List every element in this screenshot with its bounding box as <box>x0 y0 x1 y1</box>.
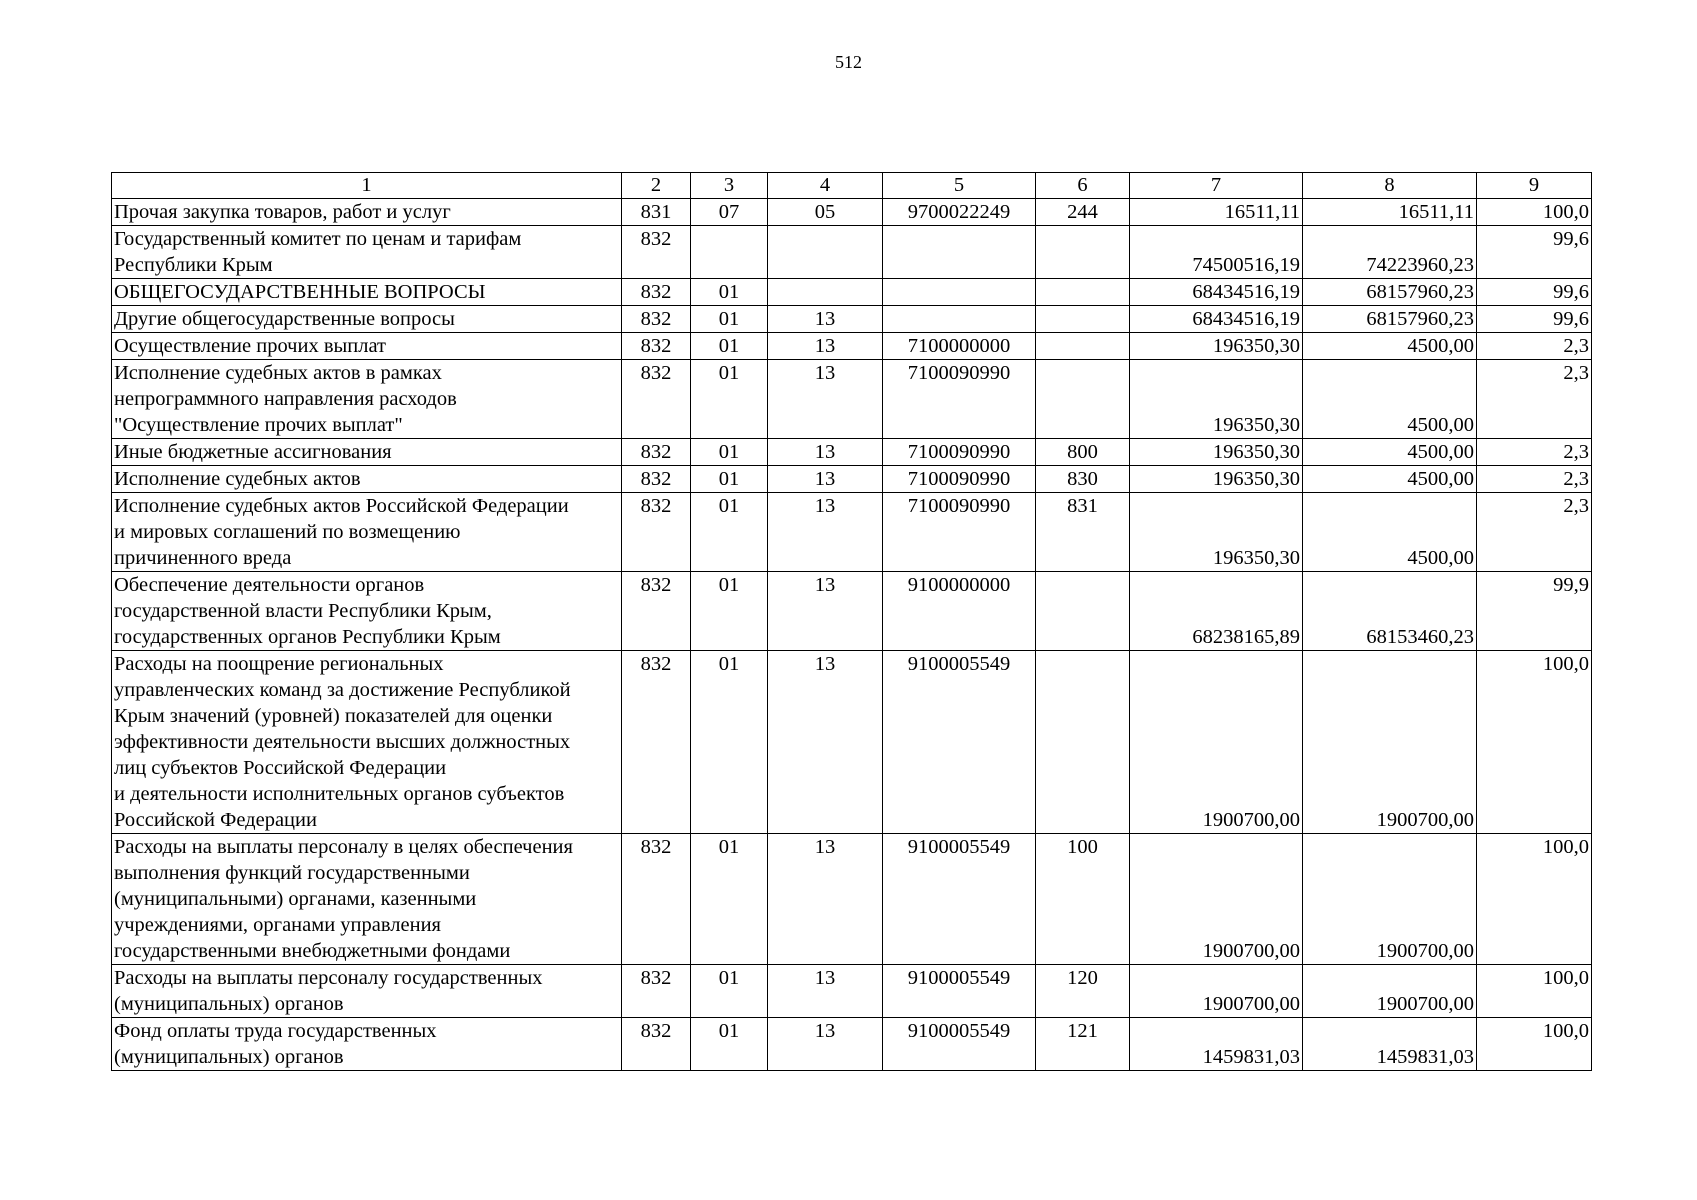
execution-percent-cell: 2,3 <box>1477 333 1592 360</box>
expense-name-cell <box>112 834 622 965</box>
column-number: 9 <box>1477 173 1592 199</box>
planned-amount-cell: 196350,30 <box>1130 466 1303 493</box>
executed-amount-cell: 4500,00 <box>1303 333 1477 360</box>
execution-percent-cell: 2,3 <box>1477 493 1592 572</box>
code-expense-type-cell: 830 <box>1036 466 1130 493</box>
code-subsection-cell <box>768 226 883 279</box>
column-number: 5 <box>883 173 1036 199</box>
table-row <box>112 572 1592 651</box>
execution-percent-cell: 100,0 <box>1477 965 1592 1018</box>
code-grbs-cell: 832 <box>622 572 691 651</box>
expense-name-cell <box>112 306 622 333</box>
executed-amount-cell: 68157960,23 <box>1303 306 1477 333</box>
code-target-item-cell <box>883 306 1036 333</box>
expense-name-line: государственными внебюджетными фондами <box>114 940 511 962</box>
expense-name-line: выполнения функций государственными <box>114 862 470 884</box>
code-target-item-cell: 9700022249 <box>883 199 1036 226</box>
code-expense-type-cell <box>1036 306 1130 333</box>
column-number: 6 <box>1036 173 1130 199</box>
column-number: 7 <box>1130 173 1303 199</box>
executed-amount-cell: 4500,00 <box>1303 439 1477 466</box>
expense-name-line: ОБЩЕГОСУДАРСТВЕННЫЕ ВОПРОСЫ <box>114 281 486 303</box>
code-target-item-cell: 9100005549 <box>883 965 1036 1018</box>
column-number: 2 <box>622 173 691 199</box>
code-subsection-cell: 13 <box>768 834 883 965</box>
table-row <box>112 651 1592 834</box>
execution-percent-cell: 99,6 <box>1477 226 1592 279</box>
table-row <box>112 965 1592 1018</box>
code-target-item-cell: 9100005549 <box>883 651 1036 834</box>
code-grbs-cell: 832 <box>622 965 691 1018</box>
code-section-cell: 01 <box>691 834 768 965</box>
execution-percent-cell: 100,0 <box>1477 834 1592 965</box>
code-subsection-cell: 13 <box>768 333 883 360</box>
column-number-row <box>112 173 1592 199</box>
execution-percent-cell: 100,0 <box>1477 199 1592 226</box>
planned-amount-cell: 68238165,89 <box>1130 572 1303 651</box>
execution-percent-cell: 2,3 <box>1477 439 1592 466</box>
code-expense-type-cell: 244 <box>1036 199 1130 226</box>
column-number: 3 <box>691 173 768 199</box>
code-grbs-cell: 832 <box>622 279 691 306</box>
code-expense-type-cell <box>1036 226 1130 279</box>
executed-amount-cell: 68157960,23 <box>1303 279 1477 306</box>
code-grbs-cell: 832 <box>622 333 691 360</box>
column-number: 1 <box>112 173 622 199</box>
executed-amount-cell: 74223960,23 <box>1303 226 1477 279</box>
expense-name-cell <box>112 965 622 1018</box>
expense-name-cell <box>112 651 622 834</box>
executed-amount-cell: 1900700,00 <box>1303 651 1477 834</box>
table-row <box>112 834 1592 965</box>
executed-amount-cell: 1459831,03 <box>1303 1018 1477 1071</box>
table-row <box>112 466 1592 493</box>
planned-amount-cell: 74500516,19 <box>1130 226 1303 279</box>
code-section-cell: 01 <box>691 466 768 493</box>
expense-name-line: причиненного вреда <box>114 547 292 569</box>
execution-percent-cell: 2,3 <box>1477 360 1592 439</box>
code-target-item-cell: 7100000000 <box>883 333 1036 360</box>
expense-name-line: Исполнение судебных актов в рамках <box>114 362 442 384</box>
code-grbs-cell: 832 <box>622 651 691 834</box>
expense-name-line: Крым значений (уровней) показателей для оценки <box>114 705 553 727</box>
code-section-cell: 01 <box>691 360 768 439</box>
planned-amount-cell: 1900700,00 <box>1130 965 1303 1018</box>
expense-name-cell <box>112 279 622 306</box>
expense-name-line: Иные бюджетные ассигнования <box>114 441 392 463</box>
executed-amount-cell: 68153460,23 <box>1303 572 1477 651</box>
executed-amount-cell: 4500,00 <box>1303 493 1477 572</box>
code-target-item-cell: 7100090990 <box>883 439 1036 466</box>
expense-name-cell <box>112 226 622 279</box>
expense-name-line: эффективности деятельности высших должностных <box>114 731 571 753</box>
code-expense-type-cell: 121 <box>1036 1018 1130 1071</box>
code-expense-type-cell: 120 <box>1036 965 1130 1018</box>
expense-name-line: лиц субъектов Российской Федерации <box>114 757 447 779</box>
code-subsection-cell: 05 <box>768 199 883 226</box>
executed-amount-cell: 16511,11 <box>1303 199 1477 226</box>
expense-name-cell <box>112 466 622 493</box>
code-grbs-cell: 831 <box>622 199 691 226</box>
expense-name-line: Прочая закупка товаров, работ и услуг <box>114 201 451 223</box>
expense-name-line: управленческих команд за достижение Республикой <box>114 679 571 701</box>
code-expense-type-cell: 831 <box>1036 493 1130 572</box>
execution-percent-cell: 99,6 <box>1477 306 1592 333</box>
code-section-cell: 01 <box>691 333 768 360</box>
code-subsection-cell: 13 <box>768 572 883 651</box>
code-target-item-cell: 7100090990 <box>883 466 1036 493</box>
planned-amount-cell: 196350,30 <box>1130 333 1303 360</box>
expense-name-cell <box>112 439 622 466</box>
expense-name-cell <box>112 493 622 572</box>
table-row <box>112 493 1592 572</box>
code-expense-type-cell <box>1036 572 1130 651</box>
column-number: 4 <box>768 173 883 199</box>
expense-name-line: Другие общегосударственные вопросы <box>114 308 455 330</box>
expense-name-line: Исполнение судебных актов <box>114 468 361 490</box>
planned-amount-cell: 68434516,19 <box>1130 306 1303 333</box>
code-grbs-cell: 832 <box>622 834 691 965</box>
execution-percent-cell: 2,3 <box>1477 466 1592 493</box>
code-expense-type-cell <box>1036 279 1130 306</box>
table-row <box>112 306 1592 333</box>
planned-amount-cell: 68434516,19 <box>1130 279 1303 306</box>
expense-name-cell <box>112 360 622 439</box>
planned-amount-cell: 1900700,00 <box>1130 834 1303 965</box>
expense-name-line: (муниципальными) органами, казенными <box>114 888 477 910</box>
planned-amount-cell: 196350,30 <box>1130 439 1303 466</box>
column-number: 8 <box>1303 173 1477 199</box>
table-row <box>112 439 1592 466</box>
expense-name-line: (муниципальных) органов <box>114 1046 344 1068</box>
planned-amount-cell: 196350,30 <box>1130 360 1303 439</box>
code-expense-type-cell: 800 <box>1036 439 1130 466</box>
code-subsection-cell: 13 <box>768 493 883 572</box>
expense-name-line: (муниципальных) органов <box>114 993 344 1015</box>
code-grbs-cell: 832 <box>622 466 691 493</box>
execution-percent-cell: 99,9 <box>1477 572 1592 651</box>
table-row <box>112 226 1592 279</box>
expense-name-line: Расходы на выплаты персоналу в целях обеспечения <box>114 836 573 858</box>
code-subsection-cell: 13 <box>768 439 883 466</box>
code-section-cell: 07 <box>691 199 768 226</box>
planned-amount-cell: 1459831,03 <box>1130 1018 1303 1071</box>
expense-name-line: Расходы на поощрение региональных <box>114 653 444 675</box>
code-expense-type-cell <box>1036 360 1130 439</box>
table-row <box>112 199 1592 226</box>
expense-name-line: государственной власти Республики Крым, <box>114 600 492 622</box>
code-expense-type-cell <box>1036 651 1130 834</box>
page-number: 512 <box>835 52 862 72</box>
code-target-item-cell: 9100000000 <box>883 572 1036 651</box>
code-subsection-cell: 13 <box>768 466 883 493</box>
planned-amount-cell: 196350,30 <box>1130 493 1303 572</box>
code-subsection-cell: 13 <box>768 360 883 439</box>
table-body <box>112 173 1592 1071</box>
expense-name-line: Расходы на выплаты персоналу государственных <box>114 967 543 989</box>
execution-percent-cell: 100,0 <box>1477 651 1592 834</box>
code-section-cell: 01 <box>691 493 768 572</box>
code-section-cell: 01 <box>691 651 768 834</box>
code-grbs-cell: 832 <box>622 360 691 439</box>
code-expense-type-cell: 100 <box>1036 834 1130 965</box>
table-row <box>112 279 1592 306</box>
executed-amount-cell: 4500,00 <box>1303 466 1477 493</box>
code-target-item-cell <box>883 279 1036 306</box>
code-section-cell: 01 <box>691 965 768 1018</box>
table-row <box>112 1018 1592 1071</box>
expense-name-line: Обеспечение деятельности органов <box>114 574 425 596</box>
expense-name-line: Фонд оплаты труда государственных <box>114 1020 437 1042</box>
code-section-cell: 01 <box>691 1018 768 1071</box>
code-section-cell: 01 <box>691 439 768 466</box>
code-target-item-cell: 7100090990 <box>883 493 1036 572</box>
code-section-cell: 01 <box>691 572 768 651</box>
expense-name-cell <box>112 199 622 226</box>
budget-table <box>111 172 1592 1071</box>
expense-name-line: "Осуществление прочих выплат" <box>114 414 403 436</box>
code-subsection-cell: 13 <box>768 1018 883 1071</box>
expense-name-line: Государственный комитет по ценам и тарифам <box>114 228 522 250</box>
executed-amount-cell: 4500,00 <box>1303 360 1477 439</box>
code-subsection-cell: 13 <box>768 965 883 1018</box>
planned-amount-cell: 1900700,00 <box>1130 651 1303 834</box>
expense-name-line: Исполнение судебных актов Российской Федерации <box>114 495 569 517</box>
code-grbs-cell: 832 <box>622 226 691 279</box>
code-expense-type-cell <box>1036 333 1130 360</box>
execution-percent-cell: 100,0 <box>1477 1018 1592 1071</box>
expense-name-line: Республики Крым <box>114 254 273 276</box>
code-subsection-cell: 13 <box>768 306 883 333</box>
expense-name-line: и мировых соглашений по возмещению <box>114 521 461 543</box>
expense-name-cell <box>112 572 622 651</box>
code-section-cell: 01 <box>691 279 768 306</box>
code-subsection-cell <box>768 279 883 306</box>
expense-name-cell <box>112 1018 622 1071</box>
code-grbs-cell: 832 <box>622 1018 691 1071</box>
expense-name-line: Осуществление прочих выплат <box>114 335 387 357</box>
expense-name-line: и деятельности исполнительных органов субъектов <box>114 783 565 805</box>
expense-name-line: учреждениями, органами управления <box>114 914 441 936</box>
code-target-item-cell: 9100005549 <box>883 1018 1036 1071</box>
planned-amount-cell: 16511,11 <box>1130 199 1303 226</box>
code-section-cell <box>691 226 768 279</box>
code-subsection-cell: 13 <box>768 651 883 834</box>
code-grbs-cell: 832 <box>622 306 691 333</box>
expense-name-line: непрограммного направления расходов <box>114 388 457 410</box>
executed-amount-cell: 1900700,00 <box>1303 965 1477 1018</box>
code-grbs-cell: 832 <box>622 493 691 572</box>
code-target-item-cell <box>883 226 1036 279</box>
code-target-item-cell: 7100090990 <box>883 360 1036 439</box>
expense-name-cell <box>112 333 622 360</box>
execution-percent-cell: 99,6 <box>1477 279 1592 306</box>
code-grbs-cell: 832 <box>622 439 691 466</box>
executed-amount-cell: 1900700,00 <box>1303 834 1477 965</box>
expense-name-line: Российской Федерации <box>114 809 317 831</box>
table-row <box>112 360 1592 439</box>
code-target-item-cell: 9100005549 <box>883 834 1036 965</box>
table-row <box>112 333 1592 360</box>
code-section-cell: 01 <box>691 306 768 333</box>
expense-name-line: государственных органов Республики Крым <box>114 626 501 648</box>
